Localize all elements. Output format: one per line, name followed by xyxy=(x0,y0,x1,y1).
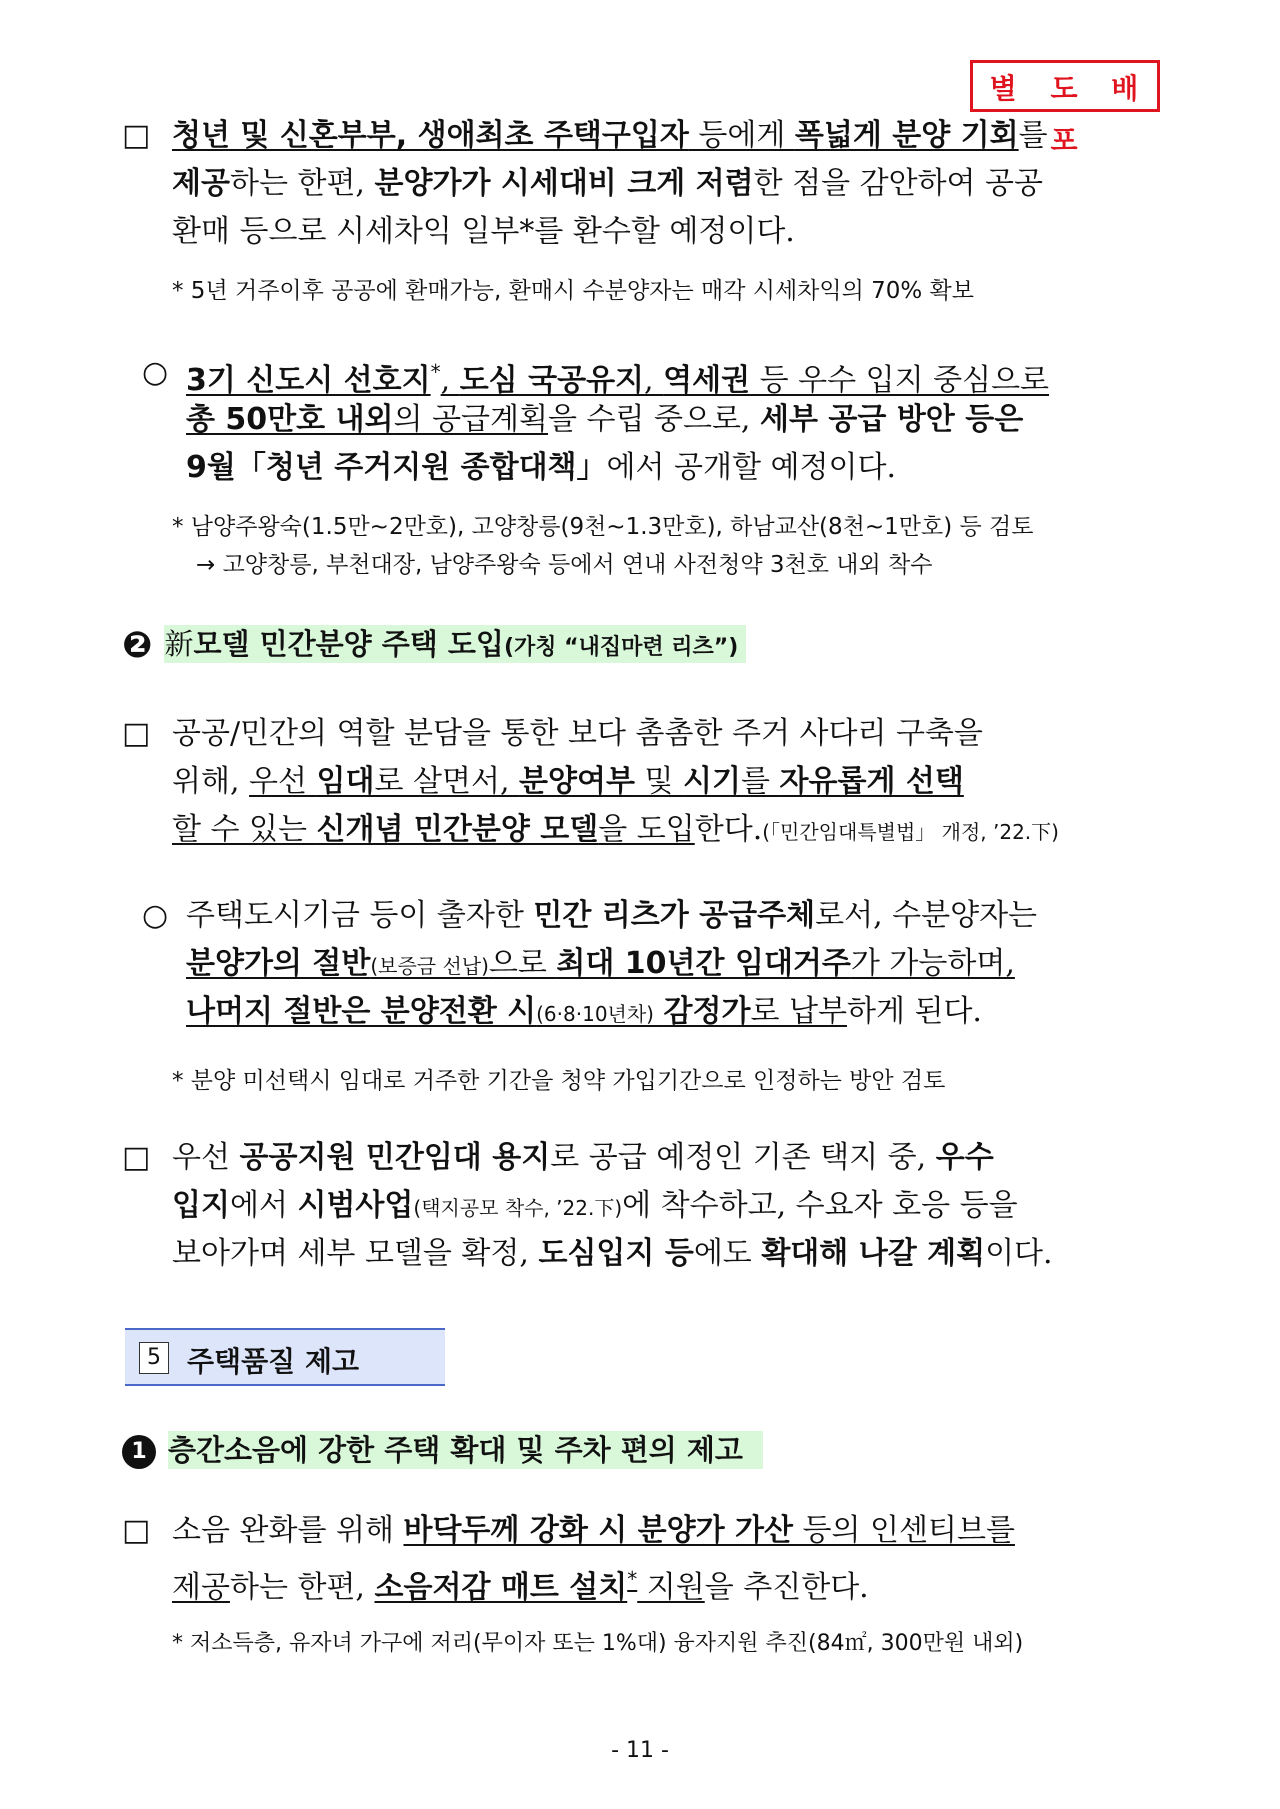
p4-l3-b: (6·8·10년차) xyxy=(536,1002,654,1026)
p3-l2-d: 로 살면서, xyxy=(374,764,520,799)
p4-l2-c: 으로 xyxy=(488,946,557,981)
heading-subtitle: (가칭 “내집마련 리츠”) xyxy=(503,635,739,660)
p2-l1-c: 역세권 xyxy=(663,363,751,398)
p1-l2-a: 제공 xyxy=(172,166,230,201)
number-1-icon: 1 xyxy=(122,1435,156,1469)
p4-line2 xyxy=(186,940,1015,990)
p4-line1 xyxy=(186,892,1037,940)
p4-l2-a: 분양가의 절반 xyxy=(186,946,371,981)
p5-l3-e: 이다. xyxy=(985,1236,1053,1271)
p3-l2-e: 분양여부 xyxy=(519,764,635,799)
p1-l2-c: 분양가가 시세대비 크게 저렴 xyxy=(374,166,754,201)
p3-l2-b: 우선 xyxy=(249,764,317,799)
p6-l1-b: 바닥두께 강화 시 분양가 가산 xyxy=(403,1513,794,1548)
p2-l1-star: * xyxy=(430,360,441,384)
p2-footnote-2: → 고양창릉, 부천대장, 남양주왕숙 등에서 연내 사전청약 3천호 내외 착수 xyxy=(196,552,933,578)
p3-l3-a: 할 수 있는 xyxy=(172,812,317,847)
circle-bullet: ○ xyxy=(142,355,169,390)
p4-footnote: * 분양 미선택시 임대로 거주한 기간을 청약 가입기간으로 인정하는 방안 검토 xyxy=(172,1068,946,1094)
p6-l1-c: 등의 인센티브를 xyxy=(793,1513,1015,1548)
p4-line3 xyxy=(186,988,982,1038)
p6-line1 xyxy=(172,1507,1015,1555)
p4-l2-d: 최대 10년간 임대거주 xyxy=(556,946,851,981)
square-bullet: □ xyxy=(122,716,151,751)
square-bullet: □ xyxy=(122,118,151,153)
p4-l2-b: (보증금 선납) xyxy=(370,954,489,978)
heading-new-model xyxy=(122,622,746,666)
heading-noise xyxy=(122,1428,763,1469)
p2-line3 xyxy=(186,444,896,492)
p2-l3-b: 에서 공개할 예정이다. xyxy=(606,450,896,485)
p5-l2-e: 에 착수하고, 수요자 호응 등을 xyxy=(622,1188,1018,1223)
p1-l1-d: 를 xyxy=(1018,118,1048,153)
section-5-number: 5 xyxy=(139,1342,169,1374)
p4-l3-c xyxy=(654,994,664,1029)
circle-bullet: ○ xyxy=(142,898,169,933)
p5-l3-c: 에도 xyxy=(693,1236,762,1271)
p5-l3-d: 확대해 나갈 계획 xyxy=(761,1236,986,1271)
number-2-icon: ❷ xyxy=(122,625,153,666)
p3-l2-a: 위해, xyxy=(172,764,250,799)
p2-footnote-1: * 남양주왕숙(1.5만~2만호), 고양창릉(9천~1.3만호), 하남교산(8천~1만호) 등 검토 xyxy=(172,514,1034,540)
p6-l2-d: 지원 xyxy=(637,1570,705,1605)
p4-l3-d: 감정가 xyxy=(663,994,751,1029)
p5-l1-d: 우수 xyxy=(935,1140,994,1175)
p2-l3-a: 9월「청년 주거지원 종합대책」 xyxy=(186,450,607,485)
p1-l2-d: 한 점을 감안하여 공공 xyxy=(753,166,1044,201)
p2-l1-d: 등 우수 입지 중심으로 xyxy=(750,363,1050,398)
section-5-heading xyxy=(125,1328,445,1386)
p5-l3-b: 도심입지 등 xyxy=(538,1236,694,1271)
p5-l2-d: (택지공모 착수, ’22.下) xyxy=(413,1196,623,1220)
p4-l3-e: 로 납부 xyxy=(750,994,847,1029)
page-number: - 11 - xyxy=(611,1738,669,1763)
heading-prefix: 新 xyxy=(164,627,194,661)
section-5-title: 주택품질 제고 xyxy=(187,1345,360,1378)
p3-line3 xyxy=(172,806,1059,856)
p5-l1-c: 로 공급 예정인 기존 택지 중, xyxy=(550,1140,936,1175)
p6-line2 xyxy=(172,1555,869,1612)
p6-l2-a: 제공 xyxy=(172,1570,230,1605)
heading-noise-title: 층간소음에 강한 주택 확대 및 주차 편의 제고 xyxy=(168,1431,763,1469)
p2-l1-sep2: , xyxy=(644,363,664,398)
p4-l3-a: 나머지 절반은 분양전환 시 xyxy=(186,994,537,1029)
p5-l3-a: 보아가며 세부 모델을 확정, xyxy=(172,1236,539,1271)
p5-l2-a: 입지 xyxy=(172,1188,230,1223)
p4-l1-a: 주택도시기금 등이 출자한 xyxy=(186,898,534,933)
p2-line2 xyxy=(186,396,1023,444)
p3-l3-d: 한다. xyxy=(694,812,763,847)
p2-l2-b: 의 공급계획 xyxy=(393,402,548,437)
p5-line3 xyxy=(172,1230,1053,1278)
p6-l1-a: 소음 완화를 위해 xyxy=(172,1513,404,1548)
p6-l2-star: * xyxy=(627,1567,638,1591)
p1-l1-c: 폭넓게 분양 기회 xyxy=(794,118,1019,153)
p1-line3: 환매 등으로 시세차익 일부*를 환수할 예정이다. xyxy=(172,214,795,249)
p5-l2-c: 시범사업 xyxy=(297,1188,414,1223)
p5-l1-a: 우선 xyxy=(172,1140,240,1175)
p3-l2-g: 시기 xyxy=(683,764,741,799)
p6-l2-c: 소음저감 매트 설치 xyxy=(374,1570,628,1605)
p3-line1: 공공/민간의 역할 분담을 통한 보다 촘촘한 주거 사다리 구축을 xyxy=(172,716,983,751)
p3-l2-h: 를 xyxy=(741,764,780,799)
p3-l3-e: (「민간임대특별법」 개정, ’22.下) xyxy=(762,820,1059,844)
p5-l1-b: 공공지원 민간임대 용지 xyxy=(239,1140,551,1175)
p1-line1 xyxy=(172,112,1048,160)
p2-l2-a: 총 50만호 내외 xyxy=(186,402,394,437)
p3-l2-i: 자유롭게 선택 xyxy=(779,764,964,799)
p4-l1-c: 로서, 수분양자는 xyxy=(815,898,1038,933)
distribution-stamp: 별 도 배 포 xyxy=(970,60,1160,112)
p5-l2-b: 에서 xyxy=(229,1188,298,1223)
p4-l1-b: 민간 리츠가 공급주체 xyxy=(533,898,816,933)
p6-footnote: * 저소득층, 유자녀 가구에 저리(무이자 또는 1%대) 융자지원 추진(84㎡, 300만원 내외) xyxy=(172,1631,1024,1656)
p1-l2-b: 하는 한편, xyxy=(229,166,375,201)
p1-l1-a: 청년 및 신혼부부, 생애최초 주택구입자 xyxy=(172,118,689,153)
p3-l3-c: 을 도입 xyxy=(598,812,695,847)
p2-l1-b: 도심 국공유지 xyxy=(459,363,645,398)
p1-line2 xyxy=(172,160,1043,208)
p2-l2-d: 세부 공급 방안 등은 xyxy=(760,402,1024,437)
p5-line2 xyxy=(172,1182,1018,1232)
p1-l1-b: 등에게 xyxy=(688,118,795,153)
square-bullet: □ xyxy=(122,1140,151,1175)
p2-l2-c: 을 수립 중으로, xyxy=(547,402,761,437)
p3-l3-b: 신개념 민간분양 모델 xyxy=(316,812,599,847)
p3-line2 xyxy=(172,758,964,806)
square-bullet: □ xyxy=(122,1513,151,1548)
p2-l1-sep1: , xyxy=(440,363,460,398)
p2-l1-a: 3기 신도시 선호지 xyxy=(186,363,431,398)
p5-line1 xyxy=(172,1134,994,1182)
heading-new-model-title xyxy=(164,625,746,663)
heading-title-text: 모델 민간분양 주택 도입 xyxy=(193,627,504,661)
p1-footnote: * 5년 거주이후 공공에 환매가능, 환매시 수분양자는 매각 시세차익의 70% 확보 xyxy=(172,278,974,304)
p3-l2-c: 임대 xyxy=(316,764,375,799)
p4-l3-f: 하게 된다. xyxy=(846,994,982,1029)
p4-l2-e: 가 가능하며, xyxy=(850,946,1015,981)
p3-l2-f: 및 xyxy=(634,764,684,799)
p6-l2-b: 하는 한편, xyxy=(229,1570,375,1605)
p6-l2-e: 을 추진한다. xyxy=(704,1570,869,1605)
